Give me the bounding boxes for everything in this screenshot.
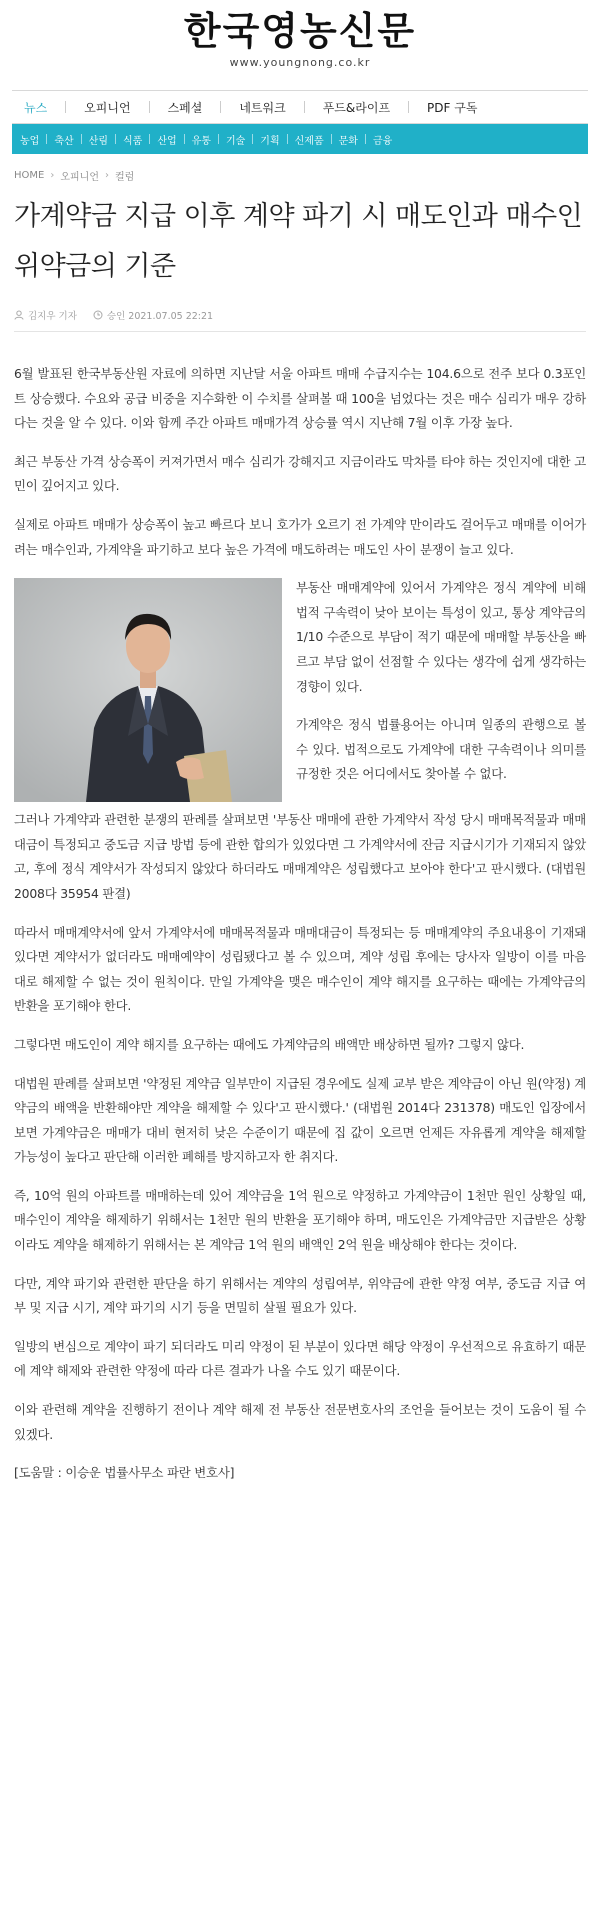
article-paragraph: 다만, 계약 파기와 관련한 판단을 하기 위해서는 계약의 성립여부, 위약금에 관한 약정 여부, 중도금 지급 여부 및 지급 시기, 계약 파기의 시기 등을 면밀히 살필 필요가 있다. [14, 1275, 586, 1316]
article-paragraph: 그렇다면 매도인이 계약 해지를 요구하는 때에도 가계약금의 배액만 배상하면 될까? 그렇지 않다. [14, 1036, 525, 1052]
chevron-right-icon: › [104, 169, 109, 181]
nav-pdf-subscribe[interactable]: PDF 구독 [427, 100, 478, 115]
breadcrumb-column[interactable]: 컬럼 [114, 171, 135, 183]
article-paragraph: 실제로 아파트 매매가 상승폭이 높고 빠르다 보니 호가가 오르기 전 가계약 만이라도 걸어두고 매매를 이어가려는 매수인과, 가계약을 파기하고 보다 높은 가격에 매도하려는 매도인 사이 분쟁이 늘고 있다. [14, 516, 586, 557]
breadcrumb-opinion[interactable]: 오피니언 [60, 171, 99, 183]
nav-divider [408, 101, 409, 113]
category-industry[interactable]: 산업 [157, 135, 177, 147]
user-icon [14, 310, 24, 320]
category-navigation [12, 124, 588, 154]
category-finance[interactable]: 금융 [372, 135, 393, 147]
category-culture[interactable]: 문화 [338, 135, 358, 147]
category-livestock[interactable]: 축산 [54, 135, 74, 147]
article-paragraph: 그러나 가계약과 관련한 분쟁의 판례를 살펴보면 '부동산 매매에 관한 가계약서 작성 당시 매매목적물과 매매대금이 특정되고 중도금 지급 방법 등에 관한 합의가 있었다면 그 가계약서에 잔금 지급시기가 기재되지 않았고, 후에 정식 계약서가 작성되지 않았다 하더라도 매매계약은 성립했다고 보아야 한다'고 판시했다. (대법원 2008다 35954 판결) [14, 812, 586, 901]
category-divider [365, 134, 366, 144]
nav-divider [220, 101, 221, 113]
article-paragraph: 대법원 판례를 살펴보면 '약정된 계약금 일부만이 지급된 경우에도 실제 교부 받은 계약금이 아닌 원(약정) 계약금의 배액을 반환해야만 계약을 해제할 수 있다'고 판시했다.' (대법원 2014다 231378) 매도인 입장에서 보면 가계약금은 매매가 대비 현저히 낮은 수준이기 때문에 집 값이 오르면 언제든 자유롭게 계약을 해제할 가능성이 높다고 판단해 이러한 폐해를 방지하고자 한 취지다. [14, 1075, 586, 1165]
category-divider [252, 134, 253, 144]
nav-divider [65, 101, 66, 113]
article-paragraph: 따라서 매매계약서에 앞서 가계약서에 매매목적물과 매매대금이 특정되는 등 매매계약의 주요내용이 기재돼 있다면 계약서가 없더라도 매매예약이 성립됐다고 볼 수 있으며, 계약 성립 후에는 당사자 일방이 이를 마음대로 해제할 수 없는 것이 원칙이다. 만일 가계약을 맺은 매수인이 계약 해지를 요구하는 때에는 가계약금의 반환을 포기해야 한다. [14, 924, 586, 1014]
site-url: www.youngnong.co.kr [229, 56, 371, 69]
article-paragraph: 이와 관련해 계약을 진행하기 전이나 계약 해제 전 부동산 전문변호사의 조언을 들어보는 것이 도움이 될 수 있겠다. [14, 1402, 586, 1442]
nav-special[interactable]: 스페셜 [167, 100, 203, 115]
category-divider [81, 134, 82, 144]
site-logo[interactable]: 한국영농신문 [183, 8, 417, 53]
nav-opinion[interactable]: 오피니언 [84, 100, 131, 115]
clock-icon [93, 310, 103, 320]
chevron-right-icon: › [50, 169, 55, 181]
nav-divider [304, 101, 305, 113]
author-name[interactable]: 김지우 기자 [28, 310, 77, 322]
category-distribution[interactable]: 유통 [191, 135, 211, 147]
article-body [14, 362, 586, 1486]
author-photo [14, 578, 282, 802]
category-divider [46, 134, 47, 144]
article-paragraph: 가계약은 정식 법률용어는 아니며 일종의 관행으로 볼 수 있다. 법적으로도 가계약에 대한 구속력이나 의미를 규정한 것은 어디에서도 찾아볼 수 없다. [296, 717, 586, 782]
date-info [93, 308, 213, 322]
publish-date: 승인 2021.07.05 22:21 [106, 310, 214, 322]
category-new-products[interactable]: 신제품 [294, 135, 324, 147]
article-paragraph: 6월 발표된 한국부동산원 자료에 의하면 지난달 서울 아파트 매매 수급지수는 104.6으로 전주 보다 0.3포인트 상승했다. 수요와 공급 비중을 지수화한 이 수치를 살펴볼 때 100을 넘었다는 것은 매수 심리가 매우 강하다는 것을 알 수 있다. 이와 함께 주간 아파트 매매가격 상승률 역시 지난해 7월 이후 가장 높다. [14, 366, 586, 431]
category-divider [115, 134, 116, 144]
article-headline: 가계약금 지급 이후 계약 파기 시 매도인과 매수인 위약금의 기준 [14, 201, 583, 282]
breadcrumb [14, 168, 586, 182]
main-navigation [12, 90, 588, 124]
breadcrumb-home[interactable]: HOME [14, 169, 45, 181]
category-divider [331, 134, 332, 144]
category-feature[interactable]: 기획 [260, 135, 280, 147]
masthead [0, 0, 600, 90]
article-paragraph: 일방의 변심으로 계약이 파기 되더라도 미리 약정이 된 부분이 있다면 해당 약정이 우선적으로 유효하기 때문에 계약 해제와 관련한 약정에 따라 다른 결과가 나올 수도 있기 때문이다. [14, 1338, 586, 1379]
portrait-image [14, 578, 282, 802]
category-divider [184, 134, 185, 144]
category-food[interactable]: 식품 [122, 135, 143, 147]
nav-divider [149, 101, 150, 113]
author-info [14, 308, 77, 322]
article-paragraph: 즉, 10억 원의 아파트를 매매하는데 있어 계약금을 1억 원으로 약정하고 가계약금이 1천만 원인 상황일 때, 매수인이 계약을 해제하기 위해서는 1천만 원의 반환을 포기해야 하며, 매도인은 가계약금만 지급받은 상황이라도 계약을 해제하기 위해서는 본 계약금 1억 원의 배액인 2억 원을 배상해야 한다는 것이다. [14, 1187, 586, 1253]
article-credit: [도움말 : 이승운 법률사무소 파란 변호사] [14, 1465, 235, 1481]
category-divider [287, 134, 288, 144]
category-technology[interactable]: 기술 [225, 135, 246, 147]
nav-network[interactable]: 네트워크 [239, 100, 286, 115]
category-agriculture[interactable]: 농업 [20, 135, 40, 147]
article-paragraph: 최근 부동산 가격 상승폭이 커져가면서 매수 심리가 강해지고 지금이라도 막차를 타야 하는 것인지에 대한 고민이 깊어지고 있다. [14, 453, 586, 494]
category-divider [218, 134, 219, 144]
category-divider [149, 134, 150, 144]
nav-news[interactable]: 뉴스 [24, 100, 48, 115]
article-paragraph: 부동산 매매계약에 있어서 가계약은 정식 계약에 비해 법적 구속력이 낮아 보이는 특성이 있고, 통상 계약금의 1/10 수준으로 부담이 적기 때문에 매매할 부동산을 빠르고 부담 없이 선점할 수 있다는 생각에 쉽게 생각하는 경향이 있다. [296, 580, 586, 694]
category-forestry[interactable]: 산림 [88, 135, 108, 147]
nav-food-life[interactable]: 푸드&라이프 [322, 100, 391, 115]
article-byline [14, 306, 586, 332]
